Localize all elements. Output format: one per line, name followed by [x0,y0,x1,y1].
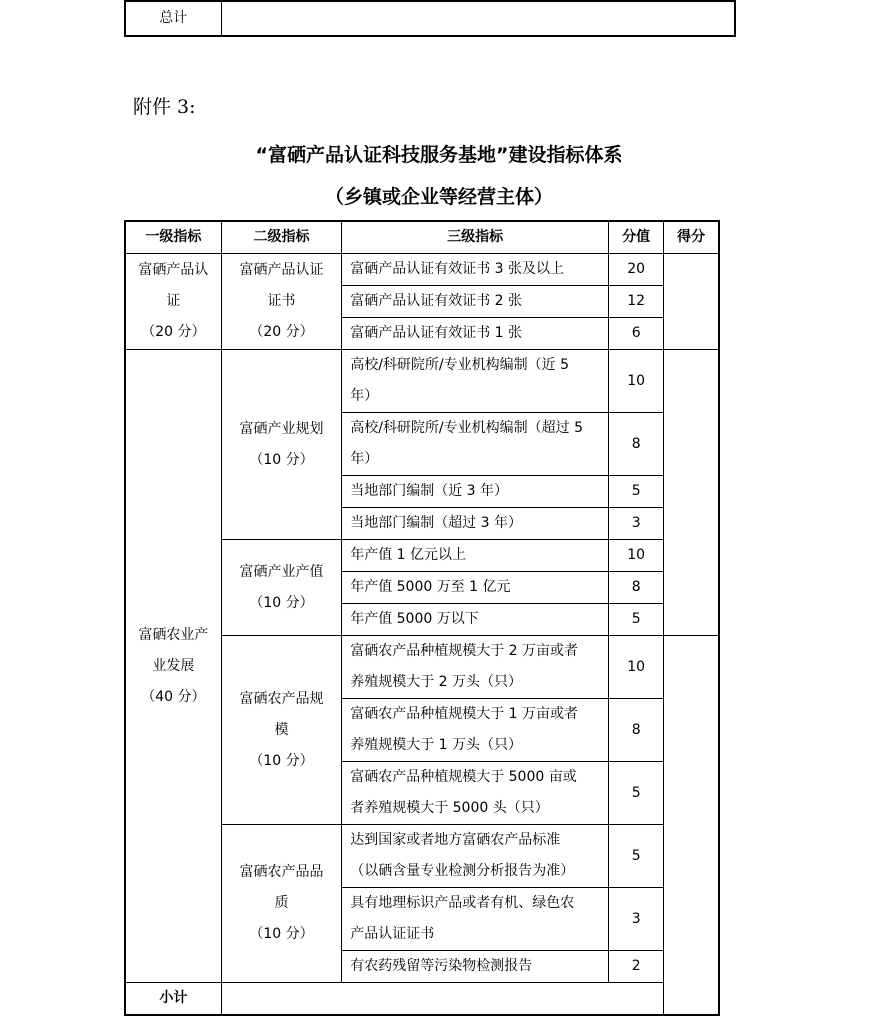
document-subtitle: （乡镇或企业等经营主体） [324,186,553,208]
points-cell: 5 [609,476,664,508]
points-cell: 8 [609,572,664,604]
points-cell: 5 [609,604,664,636]
score-cell [664,636,719,1016]
document-title: “富硒产品认证科技服务基地”建设指标体系 [255,144,623,166]
points-cell: 10 [609,540,664,572]
header-score: 得分 [664,221,719,254]
header-level3: 三级指标 [342,221,609,254]
level3-cell: 高校/科研院所/专业机构编制（超过 5 年） [342,413,609,476]
level2-cell: 富硒农产品规 模 （10 分） [221,636,341,825]
total-value [221,1,735,36]
level3-cell: 富硒农产品种植规模大于 1 万亩或者 养殖规模大于 1 万头（只） [342,699,609,762]
annex-label: 附件 3: [133,96,196,118]
points-cell: 10 [609,350,664,413]
score-cell [664,254,719,350]
level3-cell: 年产值 1 亿元以上 [342,540,609,572]
level2-cell: 富硒产业产值 （10 分） [221,540,341,636]
level3-cell: 当地部门编制（近 3 年） [342,476,609,508]
level2-cell: 富硒产品认证 证书 （20 分） [221,254,341,350]
level3-cell: 年产值 5000 万至 1 亿元 [342,572,609,604]
level3-cell: 年产值 5000 万以下 [342,604,609,636]
points-cell: 10 [609,636,664,699]
points-cell: 5 [609,762,664,825]
points-cell: 8 [609,699,664,762]
level3-cell: 当地部门编制（超过 3 年） [342,508,609,540]
points-cell: 8 [609,413,664,476]
level3-cell: 富硒产品认证有效证书 1 张 [342,318,609,350]
points-cell: 6 [609,318,664,350]
previous-table-total-row [124,0,736,37]
points-cell: 3 [609,508,664,540]
level3-cell: 具有地理标识产品或者有机、绿色农 产品认证证书 [342,888,609,951]
level2-cell: 富硒产业规划 （10 分） [221,350,341,540]
level2-cell: 富硒农产品品 质 （10 分） [221,825,341,983]
level3-cell: 有农药残留等污染物检测报告 [342,951,609,983]
subtotal-value [221,983,663,1016]
subtotal-label: 小计 [125,983,221,1016]
total-label: 总计 [125,1,221,36]
level3-cell: 达到国家或者地方富硒农产品标准 （以硒含量专业检测分析报告为准） [342,825,609,888]
score-cell [664,350,719,636]
points-cell: 20 [609,254,664,286]
header-points: 分值 [609,221,664,254]
level1-cell: 富硒产品认 证 （20 分） [125,254,221,350]
level3-cell: 富硒农产品种植规模大于 5000 亩或 者养殖规模大于 5000 头（只） [342,762,609,825]
points-cell: 5 [609,825,664,888]
indicator-table [124,220,720,1016]
header-level1: 一级指标 [125,221,221,254]
points-cell: 3 [609,888,664,951]
level3-cell: 富硒农产品种植规模大于 2 万亩或者 养殖规模大于 2 万头（只） [342,636,609,699]
level3-cell: 富硒产品认证有效证书 3 张及以上 [342,254,609,286]
points-cell: 2 [609,951,664,983]
header-row [125,221,719,254]
points-cell: 12 [609,286,664,318]
header-level2: 二级指标 [221,221,341,254]
subtotal-row [125,983,719,1016]
table-row [125,350,719,413]
level3-cell: 富硒产品认证有效证书 2 张 [342,286,609,318]
level1-cell: 富硒农业产 业发展 （40 分） [125,350,221,983]
level3-cell: 高校/科研院所/专业机构编制（近 5 年） [342,350,609,413]
table-row [125,254,719,286]
